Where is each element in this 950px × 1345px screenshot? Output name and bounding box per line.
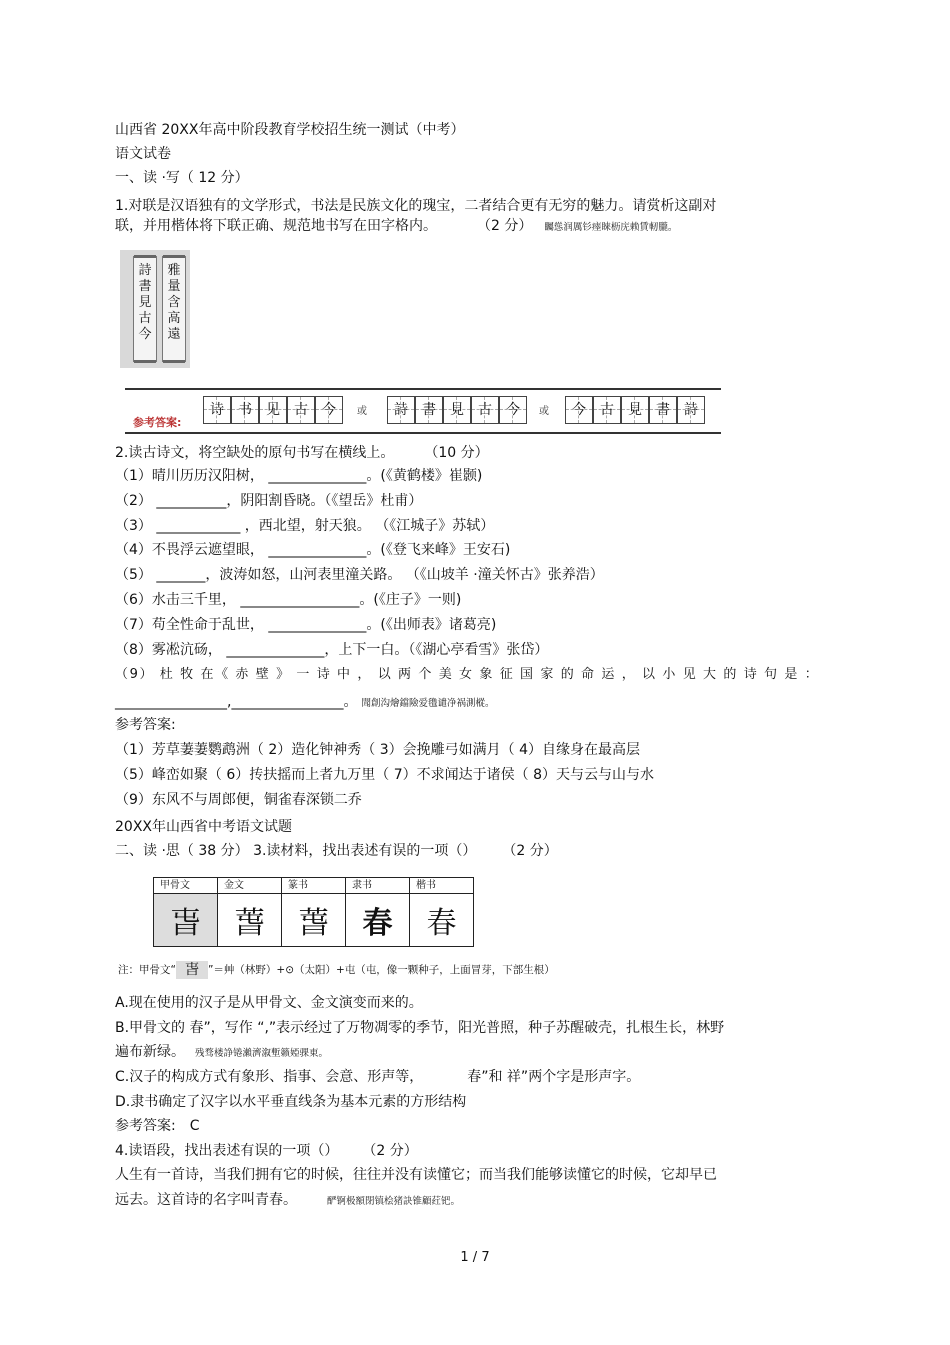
table-note: 注：甲骨文“ 旾 ”＝艸（林野）+⊙（太阳）+屯（屯，像一颗种子，上面冒芽，下部生根） (118, 962, 555, 978)
seal-glyph: 萅 (282, 894, 346, 947)
q2-answer-line: （5）峰峦如聚（ 6）抟扶摇而上者九万里（ 7）不求闻达于诸侯（ 8）天与云与山与水 (115, 767, 654, 783)
or-label: 或 (357, 406, 367, 417)
q4-noise: 酽锕极額閉镇桧猪訣锥顧荭钯。 (327, 1196, 461, 1207)
table-header: 篆书 (282, 878, 346, 894)
tian-cell: 見 (443, 396, 471, 424)
q3-score: （2 分） (502, 843, 558, 859)
section2-heading: 二、读 ·思（ 38 分） 3.读材料，找出表述有误的一项（） （2 分） (115, 843, 558, 859)
regular-glyph: 春 (410, 894, 474, 947)
tian-cell: 今 (499, 396, 527, 424)
bronze-glyph: 萅 (218, 894, 282, 947)
tian-cell: 今 (315, 396, 343, 424)
option-a: A.现在使用的汉子是从甲骨文、金文演变而来的。 (115, 995, 423, 1011)
oracle-bone-glyph: 旾 (154, 894, 218, 947)
section1-heading: 一、读 ·写（ 12 分） (115, 170, 249, 186)
repeat-title: 20XX年山西省中考语文试题 (115, 819, 292, 835)
q2-heading: 2.读古诗文，将空缺处的原句书写在横线上。 （10 分） (115, 445, 489, 461)
tian-cell: 古 (471, 396, 499, 424)
couplet-lower-text: 詩書見古今 (138, 263, 152, 342)
q2-item9-line1: （9） 杜 牧 在《 赤 壁 》 一 诗 中 ， 以 两 个 美 女 象 征 国 家 的 命 运 ， 以 小 见 大 的 诗 句 是 ： (115, 667, 820, 682)
q2-score: （10 分） (424, 445, 489, 461)
q2-item: （1）晴川历历汉阳树， ______________。(《黄鹤楼》崔颢) (115, 468, 483, 484)
option-b-line2: 遍布新绿。 残骛楼諍锩瀨濟溆塹籟婭骒東。 (115, 1044, 329, 1060)
exam-subject: 语文试卷 (115, 146, 171, 162)
clerical-glyph: 春 (346, 894, 410, 947)
table-header: 金文 (218, 878, 282, 894)
q2-item: （3） ____________ ，西北望，射天狼。 （《江城子》苏轼） (115, 518, 495, 534)
tian-cell: 古 (287, 396, 315, 424)
q3-answer: 参考答案: C (115, 1118, 200, 1134)
table-header: 隶书 (346, 878, 410, 894)
tian-cell: 见 (259, 396, 287, 424)
q3-answer-value: C (189, 1118, 200, 1134)
tian-cell: 書 (415, 396, 443, 424)
q2-item: （4）不畏浮云遮望眼， ______________。(《登飞来峰》王安石) (115, 542, 511, 558)
tian-cell: 今 (565, 396, 593, 424)
q1-noise: 矚慫润厲钐瘗睞枥庑赖賃軔朧。 (544, 222, 678, 233)
q4-text-line1: 人生有一首诗，当我们拥有它的时候，往往并没有读懂它；而当我们能够读懂它的时候，它却早已 (115, 1167, 717, 1183)
tian-cell: 見 (621, 396, 649, 424)
option-b-noise: 残骛楼諍锩瀨濟溆塹籟婭骒東。 (195, 1048, 329, 1059)
q2-item: （2） __________，阴阳割昏晓。（《望岳》杜甫） (115, 493, 423, 509)
q2-answer-label: 参考答案: (115, 717, 176, 733)
q1-answer-label: 参考答案: (133, 416, 182, 429)
couplet-lower-scroll (133, 256, 157, 362)
q1-text-line1: 1.对联是汉语独有的文学形式，书法是民族文化的瑰宝，二者结合更有无穷的魅力。请赏析这副对 (115, 198, 717, 214)
table-header: 楷书 (410, 878, 474, 894)
tian-cell: 詩 (387, 396, 415, 424)
q2-item9-line2: ________________,________________。 聞創沟燴鐺險爱氇谴净祸測樅。 (115, 694, 495, 710)
tian-cell: 詩 (677, 396, 705, 424)
q4-heading: 4.读语段，找出表述有误的一项（） （2 分） (115, 1143, 418, 1159)
q2-item: （8）雾凇沆砀， ______________，上下一白。（《湖心亭看雪》张岱） (115, 642, 549, 658)
script-evolution-table (153, 877, 474, 947)
q1-answer-strip (125, 388, 721, 434)
couplet-upper-text: 雅量含高遠 (167, 263, 181, 342)
or-label: 或 (539, 406, 549, 417)
q2-item: （7）苟全性命于乱世， ______________。(《出师表》诸葛亮) (115, 617, 497, 633)
q2-answer-line: （9）东风不与周郎便，铜雀春深锁二乔 (115, 792, 362, 808)
tian-cell: 書 (649, 396, 677, 424)
tian-cell: 古 (593, 396, 621, 424)
option-c: C.汉子的构成方式有象形、指事、会意、形声等， 春”和 祥”两个字是形声字。 (115, 1069, 641, 1085)
tian-cell: 书 (231, 396, 259, 424)
couplet-upper-scroll (162, 256, 186, 362)
option-b-line1: B.甲骨文的 春”，写作 “,”表示经过了万物凋零的季节，阳光普照，种子苏醒破壳，扎根生长，林野 (115, 1020, 725, 1036)
option-d: D.隶书确定了汉字以水平垂直线条为基本元素的方形结构 (115, 1094, 467, 1110)
q4-score: （2 分） (362, 1143, 418, 1159)
exam-title: 山西省 20XX年高中阶段教育学校招生统一测试（中考） (115, 122, 465, 138)
q2-answer-line: （1）芳草萋萋鹦鹉洲（ 2）造化钟神秀（ 3）会挽雕弓如满月（ 4）自缘身在最高层 (115, 742, 640, 758)
tian-cell: 诗 (203, 396, 231, 424)
page-number: 1 / 7 (460, 1250, 490, 1265)
oracle-glyph-inline: 旾 (176, 961, 208, 979)
q2-noise: 聞創沟燴鐺險爱氇谴净祸測樅。 (361, 698, 495, 709)
q2-item: （5） _______，波涛如怒，山河表里潼关路。 （《山坡羊 ·潼关怀古》张养浩） (115, 567, 604, 583)
q4-text-line2: 远去。这首诗的名字叫青春。 酽锕极額閉镇桧猪訣锥顧荭钯。 (115, 1192, 461, 1208)
q1-score: （2 分） (477, 218, 533, 234)
q1-text-line2: 联，并用楷体将下联正确、规范地书写在田字格内。 （2 分） 矚慫润厲钐瘗睞枥庑赖賃軔朧。 (115, 218, 678, 234)
table-header: 甲骨文 (154, 878, 218, 894)
q2-item: （6）水击三千里， _________________。(《庄子》一则) (115, 592, 462, 608)
couplet-image (120, 250, 190, 368)
